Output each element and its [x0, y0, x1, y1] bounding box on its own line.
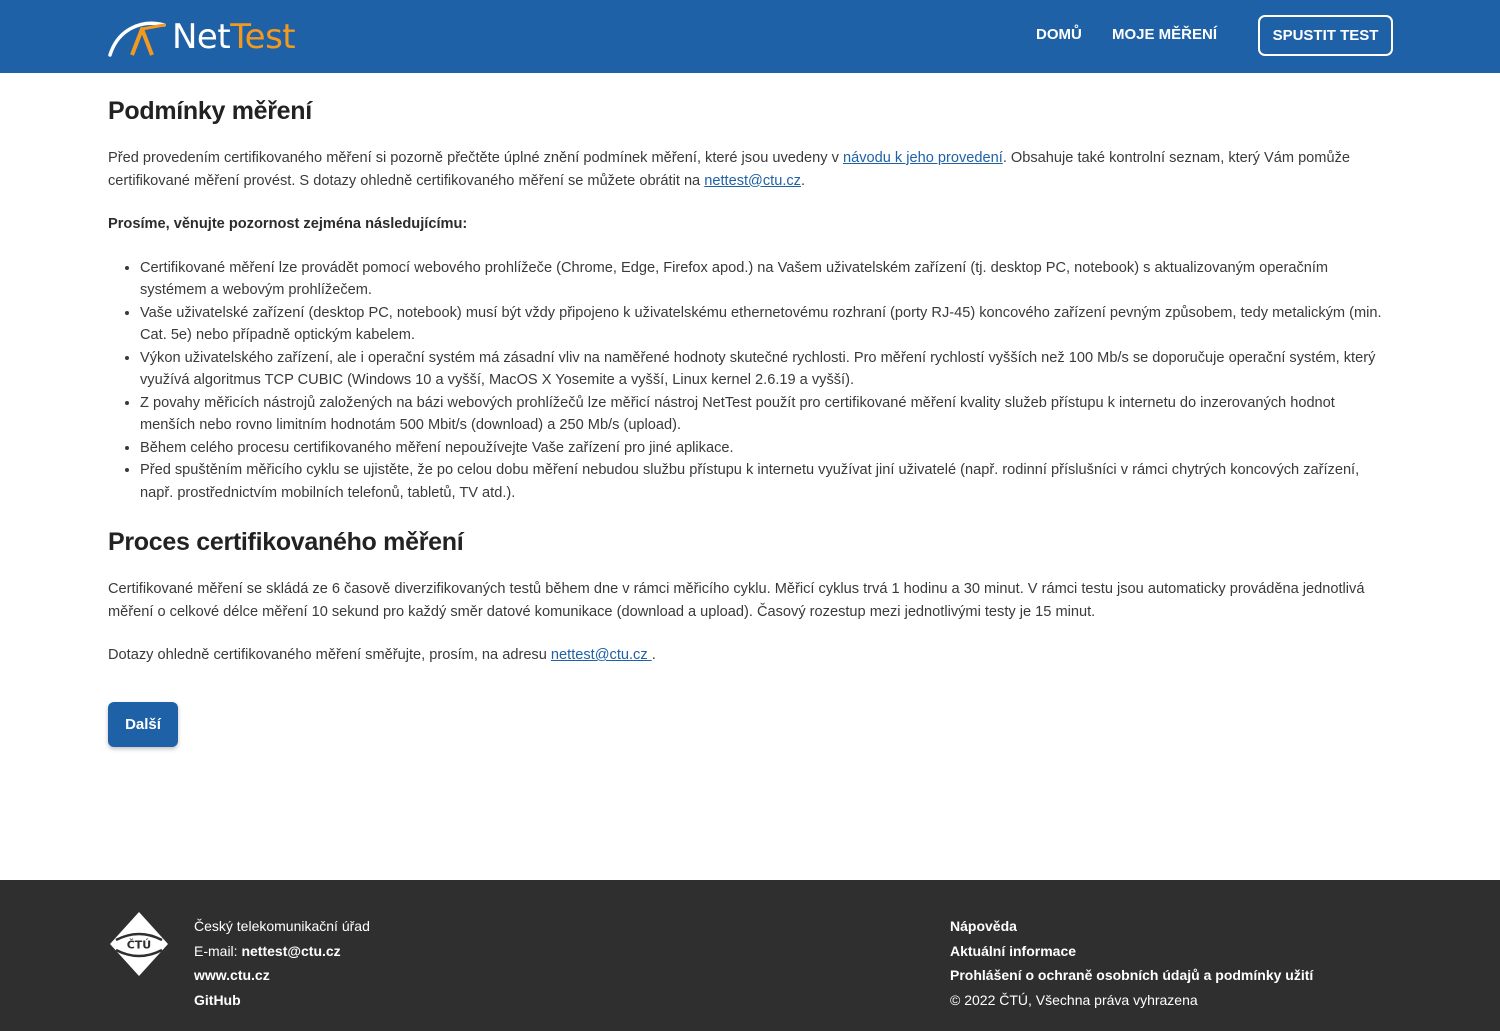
process-title: Proces certifikovaného měření [108, 528, 464, 556]
help-link[interactable]: Nápověda [950, 918, 1017, 934]
intro-text-2: . Obsahuje také kontrolní seznam, který Vám pomůže certifikované měření provést. S dotazy ohledně certifikovaného měření se můžete obrátit na [108, 150, 1350, 189]
logo-net-text: Net [172, 17, 231, 57]
privacy-link[interactable]: Prohlášení o ochraně osobních údajů a podmínky užití [950, 967, 1314, 984]
footer-contact [194, 914, 370, 1012]
ctu-logo-text: ČTÚ [126, 938, 152, 952]
top-header [0, 0, 1500, 73]
list-item: • Během celého procesu certifikovaného měření nepoužívejte Vaše zařízení pro jiné aplikace. [140, 437, 1393, 460]
email-label: E-mail: [194, 942, 242, 959]
list-item: • Vaše uživatelské zařízení (desktop PC, notebook) musí být vždy připojeno k uživatelskému ethernetovému rozhraní (porty RJ-45) koncového zařízení pevným způsobem, tedy metalickým (min. Cat. 5e) nebo případně optickým kabelem. [140, 302, 1393, 347]
conditions-title: Podmínky měření [108, 97, 312, 125]
copyright: © 2022 ČTÚ, Všechna práva vyhrazena [950, 991, 1198, 1008]
attention-note: Prosíme, věnujte pozornost zejména následujícímu: [108, 216, 468, 232]
footer-email-link[interactable]: nettest@ctu.cz [241, 942, 341, 959]
footer-links [950, 914, 1313, 1012]
conditions-list [108, 257, 1393, 505]
list-item: • Výkon uživatelského zařízení, ale i operační systém má zásadní vliv na naměřené hodnoty skutečné rychlosti. Pro měření rychlostí vyšších než 100 Mb/s se doporučuje operační systém, který využívá algoritmus TCP CUBIC (Windows 10 a vyšší, MacOS X Yosemite a vyšší, Linux kernel 2.6.19 a vyšší). [140, 347, 1393, 392]
github-link[interactable]: GitHub [194, 991, 241, 1008]
org-name: Český telekomunikační úřad [194, 918, 370, 934]
logo-test-text: Test [230, 17, 296, 57]
manual-link[interactable]: návodu k jeho provedení [842, 150, 1003, 166]
main-content [108, 95, 1393, 747]
nettest-logo[interactable] [108, 14, 295, 60]
ctu-logo[interactable] [108, 910, 170, 983]
intro-text-end: . [800, 172, 806, 189]
footer-email-line [194, 939, 370, 964]
news-link[interactable]: Aktuální informace [950, 942, 1077, 959]
list-item: • Certifikované měření lze provádět pomocí webového prohlížeče (Chrome, Edge, Firefox apod.) na Vašem uživatelském zařízení (tj. desktop PC, notebook) s aktualizovaným operačním systémem a webovým prohlížečem. [140, 257, 1393, 302]
nav-my-measurements[interactable]: MOJE MĚŘENÍ [1112, 26, 1218, 43]
contact-text-end: . [651, 647, 656, 663]
nav-home[interactable]: DOMŮ [1036, 26, 1082, 43]
logo-arc-icon [108, 17, 172, 57]
intro-text-1: Před provedením certifikovaného měření si pozorně přečtěte úplné znění podmínek měření, které jsou uvedeny v [108, 150, 843, 166]
contact-email-link[interactable]: nettest@ctu.cz [550, 647, 652, 663]
contact-text [108, 644, 1393, 667]
next-button[interactable]: Další [108, 702, 178, 747]
intro-email-link[interactable]: nettest@ctu.cz [704, 172, 801, 189]
ctu-logo-icon [108, 910, 170, 978]
run-test-button[interactable]: SPUSTIT TEST [1258, 15, 1393, 56]
contact-text-1: Dotazy ohledně certifikovaného měření směřujte, prosím, na adresu [108, 647, 551, 663]
logo-text [172, 14, 295, 60]
process-description: Certifikované měření se skládá ze 6 časově diverzifikovaných testů během dne v rámci měřicího cyklu. Měřicí cyklus trvá 1 hodinu a 30 minut. V rámci testu jsou automaticky prováděna jednotlivá měření o celkové délce měření 10 sekund pro každý směr datové komunikace (download a upload). Časový rozestup mezi jednotlivými testy je 15 minut. [108, 581, 1365, 620]
list-item: • Před spuštěním měřicího cyklu se ujistěte, že po celou dobu měření nebudou službu přístupu k internetu využívat jiní uživatelé (např. rodinní příslušníci v rámci chytrých koncových zařízení, např. prostřednictvím mobilních telefonů, tabletů, TV atd.). [140, 459, 1393, 504]
website-link[interactable]: www.ctu.cz [194, 967, 270, 984]
footer [0, 880, 1500, 1031]
conditions-intro [108, 147, 1393, 192]
list-item: • Z povahy měřicích nástrojů založených na bázi webových prohlížečů lze měřicí nástroj NetTest použít pro certifikované měření kvality služeb přístupu k internetu do inzerovaných hodnot menších nebo rovno limitním hodnotám 500 Mbit/s (download) a 250 Mb/s (upload). [140, 392, 1393, 437]
